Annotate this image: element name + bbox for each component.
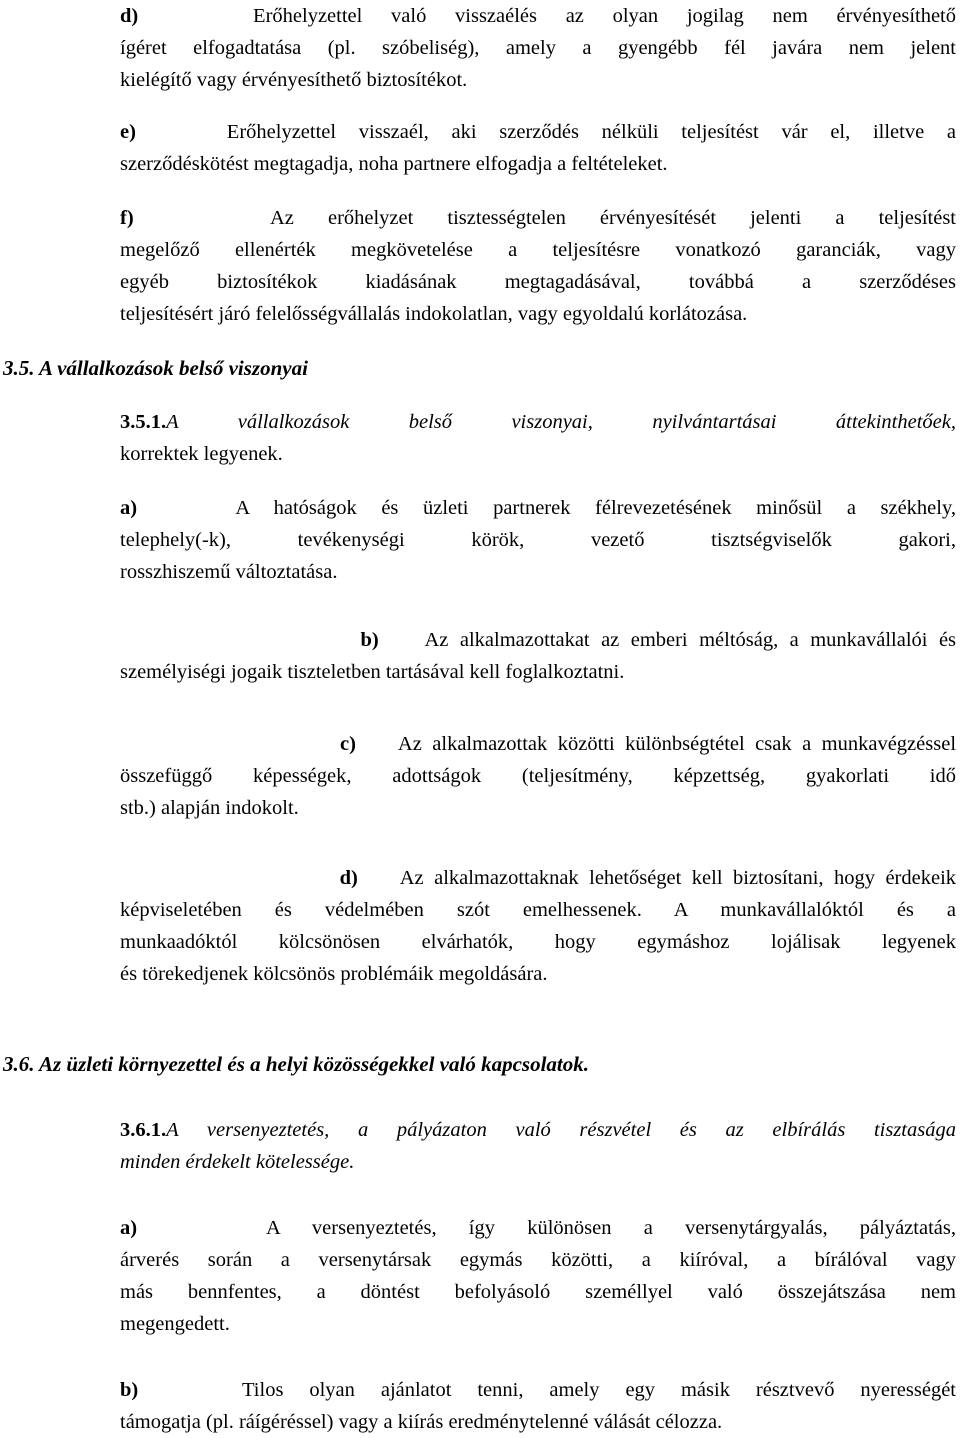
paragraph-line: és törekedjenek kölcsönös problémáik megoldására. (120, 963, 548, 985)
paragraph-line: kielégítő vagy érvényesíthető biztosítékot. (120, 69, 468, 91)
paragraph-d-power-abuse (120, 0, 956, 96)
paragraph-line: A versenyeztetés, így különösen a versenytárgyalás, pályáztatás, (266, 1217, 956, 1239)
paragraph-line: munkaadóktól kölcsönösen elvárhatók, hogy egymáshoz lojálisak legyenek (120, 931, 956, 953)
paragraph-line: árverés során a versenytársak egymás közötti, a kiíróval, a bírálóval vagy (120, 1249, 956, 1271)
paragraph-f (120, 202, 956, 330)
item-label: e) (120, 121, 136, 143)
paragraph-line: rosszhiszemű változtatása. (120, 561, 338, 583)
subsection-3-5-1 (120, 406, 956, 470)
paragraph-c (120, 728, 956, 824)
subsection-number: 3.6.1. (120, 1119, 167, 1141)
item-label: a) (120, 1217, 138, 1239)
section-heading-3-6: 3.6. Az üzleti környezettel és a helyi közösségekkel való kapcsolatok. (3, 1052, 590, 1076)
paragraph-line: A hatóságok és üzleti partnerek félrevezetésének minősül a székhely, (235, 497, 956, 519)
paragraph-b-offers (120, 1374, 956, 1438)
paragraph-line: stb.) alapján indokolt. (120, 797, 299, 819)
paragraph-line: Az alkalmazottakat az emberi méltóság, a munkavállalói és (424, 629, 957, 651)
paragraph-line: összefüggő képességek, adottságok (teljesítmény, képzettség, gyakorlati idő (120, 765, 956, 787)
paragraph-line: telephely(-k), tevékenységi körök, vezető tisztségviselők gakori, (120, 529, 956, 551)
section-heading-3-5: 3.5. A vállalkozások belső viszonyai (3, 356, 308, 380)
paragraph-line: támogatja (pl. ráígéréssel) vagy a kiírás eredménytelenné válását célozza. (120, 1411, 723, 1433)
item-label: c) (340, 733, 356, 755)
paragraph-line: teljesítésért járó felelősségvállalás indokolatlan, vagy egyoldalú korlátozása. (120, 303, 748, 325)
item-label: d) (120, 5, 139, 27)
item-label: f) (120, 207, 134, 229)
paragraph-line: egyéb biztosítékok kiadásának megtagadásával, továbbá a szerződéses (120, 271, 956, 293)
subsection-title-line: minden érdekelt kötelessége. (120, 1151, 355, 1173)
paragraph-line: ígéret elfogadtatása (pl. szóbeliség), amely a gyengébb fél javára nem jelent (120, 37, 956, 59)
item-label: b) (360, 629, 379, 651)
item-label: b) (120, 1379, 139, 1401)
paragraph-line: szerződéskötést megtagadja, noha partnere elfogadja a feltételeket. (120, 153, 668, 175)
item-label: d) (339, 867, 358, 889)
subsection-title-line: korrektek legyenek. (120, 443, 283, 465)
item-label: a) (120, 497, 138, 519)
subsection-number: 3.5.1. (120, 411, 167, 433)
paragraph-line: megengedett. (120, 1313, 230, 1335)
paragraph-line: Az alkalmazottaknak lehetőséget kell biztosítani, hogy érdekeik (399, 867, 957, 889)
subsection-3-6-1 (120, 1114, 956, 1178)
paragraph-line: Az erőhelyzet tisztességtelen érvényesítését jelenti a teljesítést (269, 207, 957, 229)
paragraph-line: megelőző ellenérték megkövetelése a teljesítésre vonatkozó garanciák, vagy (120, 239, 956, 261)
subsection-title: A versenyeztetés, a pályázaton való részvétel és az elbírálás tisztasága (166, 1119, 956, 1141)
paragraph-d-employees (120, 862, 956, 990)
paragraph-e (120, 116, 956, 180)
paragraph-line: Erőhelyzettel visszaél, aki szerződés nélküli teljesítést vár el, illetve a (226, 121, 957, 143)
paragraph-line: Tilos olyan ajánlatot tenni, amely egy másik résztvevő nyerességét (242, 1379, 957, 1401)
paragraph-line: más bennfentes, a döntést befolyásoló személlyel való összejátszása nem (120, 1281, 956, 1303)
paragraph-line: képviseletében és védelmében szót emelhessenek. A munkavállalóktól és a (120, 899, 956, 921)
subsection-title: A vállalkozások belső viszonyai, nyilvántartásai áttekinthetőek, (166, 411, 956, 433)
paragraph-a (120, 492, 956, 588)
paragraph-line: Az alkalmazottak közötti különbségtétel csak a munkavégzéssel (397, 733, 957, 755)
paragraph-b (120, 624, 956, 688)
paragraph-a-competition (120, 1212, 956, 1340)
paragraph-line: személyiségi jogaik tiszteletben tartásával kell foglalkoztatni. (120, 661, 625, 683)
paragraph-line: Erőhelyzettel való visszaélés az olyan jogilag nem érvényesíthető (253, 5, 956, 27)
